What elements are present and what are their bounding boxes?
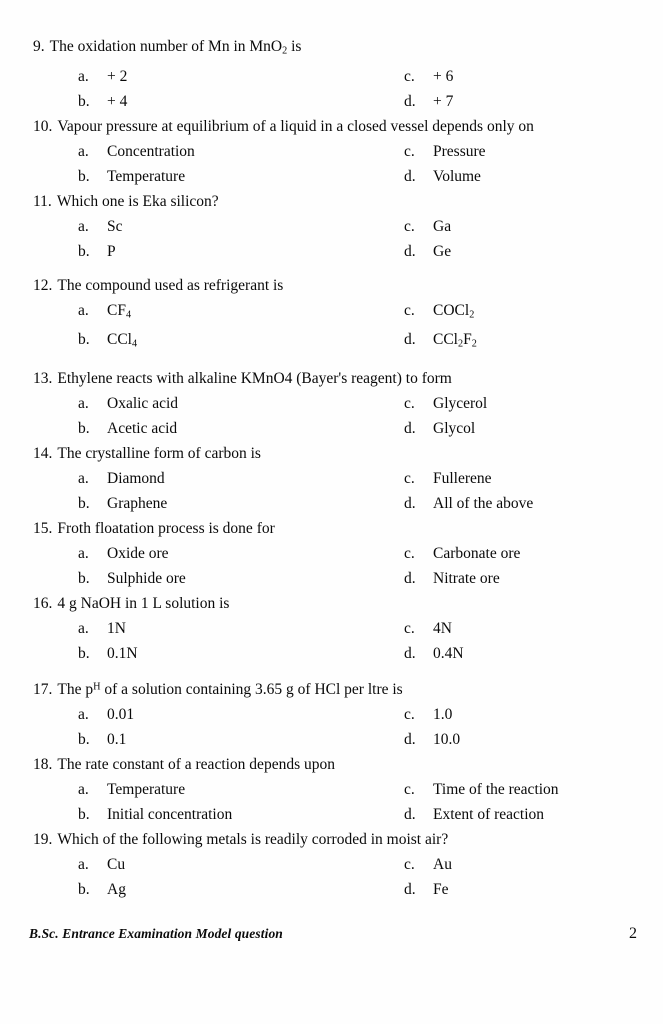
- page-number: 2: [629, 925, 637, 942]
- option-text: Fullerene: [433, 469, 492, 487]
- question-number: 9.: [33, 38, 45, 55]
- question-text: The rate constant of a reaction depends upon: [57, 756, 335, 774]
- option-a: [33, 391, 404, 416]
- page-footer: [29, 925, 637, 943]
- option-b: [33, 491, 404, 516]
- option-d: [404, 239, 451, 264]
- question-title: [33, 675, 641, 703]
- question-item: [33, 752, 641, 827]
- option-label: d.: [404, 806, 416, 824]
- option-label: d.: [404, 331, 416, 349]
- option-text: Glycol: [433, 419, 476, 437]
- option-d: [404, 566, 500, 591]
- option-c: [404, 64, 453, 89]
- option-label: b.: [78, 569, 90, 587]
- question-title: [33, 114, 641, 139]
- option-text: + 4: [107, 92, 128, 110]
- question-list: [33, 34, 641, 902]
- option-b: [33, 802, 404, 827]
- question-title: [33, 441, 641, 466]
- option-label: c.: [404, 67, 415, 85]
- option-label: a.: [78, 394, 89, 412]
- option-text: Acetic acid: [107, 419, 178, 437]
- question-text: The $p^H$ of a solution containing 3.65 g of HCl per ltre is: [57, 681, 403, 699]
- option-label: a.: [78, 142, 89, 160]
- option-a: [33, 214, 404, 239]
- option-text: + 6: [433, 67, 454, 85]
- option-text: COCl$_2$: [433, 301, 475, 321]
- option-text: Diamond: [107, 469, 165, 487]
- option-row: [33, 641, 641, 666]
- option-row: [33, 727, 641, 752]
- option-text: Carbonate ore: [433, 544, 521, 562]
- option-label: b.: [78, 92, 90, 110]
- question-number: 13.: [33, 369, 53, 387]
- option-text: Cu: [107, 856, 126, 874]
- option-text: 0.4N: [433, 644, 464, 662]
- option-label: d.: [404, 242, 416, 260]
- option-b: [33, 327, 404, 357]
- option-label: c.: [404, 781, 415, 799]
- option-label: b.: [78, 331, 90, 349]
- question-item: [33, 273, 641, 357]
- option-d: [404, 727, 460, 752]
- option-a: [33, 466, 404, 491]
- question-title: [33, 34, 641, 64]
- option-row: [33, 491, 641, 516]
- option-c: [404, 298, 474, 328]
- option-text: Au: [433, 856, 452, 874]
- option-label: d.: [404, 731, 416, 749]
- option-label: c.: [404, 394, 415, 412]
- option-label: a.: [78, 67, 89, 85]
- option-label: b.: [78, 419, 90, 437]
- option-text: 1.0: [433, 706, 453, 724]
- option-c: [404, 391, 487, 416]
- option-text: Pressure: [433, 142, 486, 160]
- option-text: CCl$_4$: [107, 331, 138, 350]
- question-text: Vapour pressure at equilibrium of a liquid in a closed vessel depends only on: [57, 117, 534, 135]
- question-text: The oxidation number of Mn in MnO$_2$ is: [49, 38, 302, 57]
- option-text: + 2: [107, 67, 128, 85]
- option-label: a.: [78, 706, 89, 724]
- question-number: 18.: [33, 756, 53, 774]
- option-label: d.: [404, 167, 416, 185]
- option-text: Volume: [433, 167, 481, 185]
- option-label: d.: [404, 92, 416, 110]
- option-c: [404, 777, 559, 802]
- option-text: Glycerol: [433, 394, 488, 412]
- option-label: b.: [78, 167, 90, 185]
- option-row: [33, 702, 641, 727]
- option-b: [33, 877, 404, 902]
- option-label: c.: [404, 706, 415, 724]
- option-row: [33, 802, 641, 827]
- option-label: a.: [78, 544, 89, 562]
- option-text: 0.1: [107, 731, 127, 749]
- option-text: Ga: [433, 217, 452, 235]
- option-text: Concentration: [107, 142, 195, 160]
- question-number: 17.: [33, 681, 53, 699]
- option-c: [404, 616, 452, 641]
- question-text: 4 g NaOH in 1 L solution is: [57, 594, 230, 612]
- option-text: Sulphide ore: [107, 569, 186, 587]
- option-d: [404, 877, 449, 902]
- option-row: [33, 214, 641, 239]
- option-text: 10.0: [433, 731, 461, 749]
- option-label: b.: [78, 644, 90, 662]
- option-label: c.: [404, 544, 415, 562]
- question-item: [33, 675, 641, 753]
- option-label: c.: [404, 856, 415, 874]
- question-number: 14.: [33, 444, 53, 462]
- question-item: [33, 114, 641, 189]
- option-label: a.: [78, 856, 89, 874]
- option-row: [33, 777, 641, 802]
- option-text: $CF_4$: [107, 301, 132, 321]
- option-c: [404, 466, 492, 491]
- option-d: [404, 89, 453, 114]
- option-text: Fe: [433, 881, 449, 899]
- question-text: Which of the following metals is readily corroded in moist air?: [57, 831, 449, 849]
- question-title: [33, 827, 641, 852]
- option-row: [33, 541, 641, 566]
- option-row: [33, 298, 641, 328]
- question-title: [33, 189, 641, 214]
- option-row: [33, 327, 641, 357]
- option-d: [404, 327, 477, 357]
- option-text: + 7: [433, 92, 454, 110]
- option-text: All of the above: [433, 494, 534, 512]
- question-item: [33, 591, 641, 666]
- option-a: [33, 852, 404, 877]
- option-label: b.: [78, 806, 90, 824]
- option-label: a.: [78, 469, 89, 487]
- option-label: a.: [78, 619, 89, 637]
- question-number: 10.: [33, 117, 53, 135]
- option-d: [404, 641, 464, 666]
- option-label: c.: [404, 619, 415, 637]
- option-row: [33, 877, 641, 902]
- question-number: 12.: [33, 276, 53, 294]
- question-text: Which one is Eka silicon?: [56, 192, 219, 210]
- option-row: [33, 64, 641, 89]
- option-text: 1N: [107, 619, 126, 637]
- option-text: 0.1N: [107, 644, 138, 662]
- question-text: The crystalline form of carbon is: [57, 444, 261, 462]
- question-title: [33, 366, 641, 391]
- question-text: Froth floatation process is done for: [57, 519, 275, 537]
- option-d: [404, 802, 544, 827]
- option-a: [33, 616, 404, 641]
- option-text: 4N: [433, 619, 452, 637]
- option-text: 0.01: [107, 706, 135, 724]
- option-text: Ge: [433, 242, 452, 260]
- option-a: [33, 139, 404, 164]
- option-row: [33, 89, 641, 114]
- option-a: [33, 702, 404, 727]
- footer-title: B.Sc. Entrance Examination Model question: [29, 926, 283, 941]
- option-d: [404, 164, 481, 189]
- option-label: d.: [404, 419, 416, 437]
- option-text: Graphene: [107, 494, 168, 512]
- option-b: [33, 164, 404, 189]
- option-label: a.: [78, 217, 89, 235]
- option-text: Time of the reaction: [433, 781, 559, 799]
- option-b: [33, 239, 404, 264]
- option-b: [33, 727, 404, 752]
- option-row: [33, 139, 641, 164]
- option-label: a.: [78, 301, 89, 319]
- question-number: 15.: [33, 519, 53, 537]
- option-label: c.: [404, 469, 415, 487]
- question-item: [33, 827, 641, 902]
- option-label: c.: [404, 217, 415, 235]
- question-item: [33, 34, 641, 114]
- option-row: [33, 616, 641, 641]
- option-text: Sc: [107, 217, 123, 235]
- option-c: [404, 541, 520, 566]
- option-text: Initial concentration: [107, 806, 233, 824]
- question-number: 19.: [33, 831, 53, 849]
- option-a: [33, 64, 404, 89]
- option-label: b.: [78, 881, 90, 899]
- question-title: [33, 516, 641, 541]
- option-b: [33, 416, 404, 441]
- option-c: [404, 214, 451, 239]
- question-text: Ethylene reacts with alkaline KMnO4 (Bayer's reagent) to form: [57, 369, 452, 387]
- option-text: Temperature: [107, 781, 186, 799]
- question-item: [33, 189, 641, 264]
- option-b: [33, 641, 404, 666]
- option-label: c.: [404, 142, 415, 160]
- question-item: [33, 516, 641, 591]
- option-text: Extent of reaction: [433, 806, 545, 824]
- option-c: [404, 139, 486, 164]
- option-text: Oxalic acid: [107, 394, 179, 412]
- option-label: a.: [78, 781, 89, 799]
- option-text: Temperature: [107, 167, 186, 185]
- option-a: [33, 777, 404, 802]
- option-label: d.: [404, 644, 416, 662]
- option-label: b.: [78, 494, 90, 512]
- option-text: Nitrate ore: [433, 569, 500, 587]
- option-label: d.: [404, 494, 416, 512]
- option-text: Ag: [107, 881, 126, 899]
- option-row: [33, 239, 641, 264]
- question-title: [33, 273, 641, 298]
- question-text: The compound used as refrigerant is: [57, 276, 284, 294]
- option-row: [33, 391, 641, 416]
- option-a: [33, 298, 404, 328]
- option-label: c.: [404, 301, 415, 319]
- option-c: [404, 852, 452, 877]
- option-row: [33, 566, 641, 591]
- option-c: [404, 702, 452, 727]
- option-label: d.: [404, 569, 416, 587]
- option-b: [33, 566, 404, 591]
- option-label: b.: [78, 242, 90, 260]
- option-row: [33, 852, 641, 877]
- question-item: [33, 366, 641, 441]
- option-d: [404, 491, 533, 516]
- question-title: [33, 752, 641, 777]
- option-row: [33, 164, 641, 189]
- question-number: 16.: [33, 594, 53, 612]
- option-label: b.: [78, 731, 90, 749]
- option-a: [33, 541, 404, 566]
- option-label: d.: [404, 881, 416, 899]
- option-row: [33, 416, 641, 441]
- option-b: [33, 89, 404, 114]
- question-title: [33, 591, 641, 616]
- question-number: 11.: [33, 192, 52, 210]
- option-text: $CCl_2F_2$: [433, 331, 477, 350]
- question-item: [33, 441, 641, 516]
- option-text: P: [107, 242, 116, 260]
- option-row: [33, 466, 641, 491]
- option-text: Oxide ore: [107, 544, 169, 562]
- option-d: [404, 416, 475, 441]
